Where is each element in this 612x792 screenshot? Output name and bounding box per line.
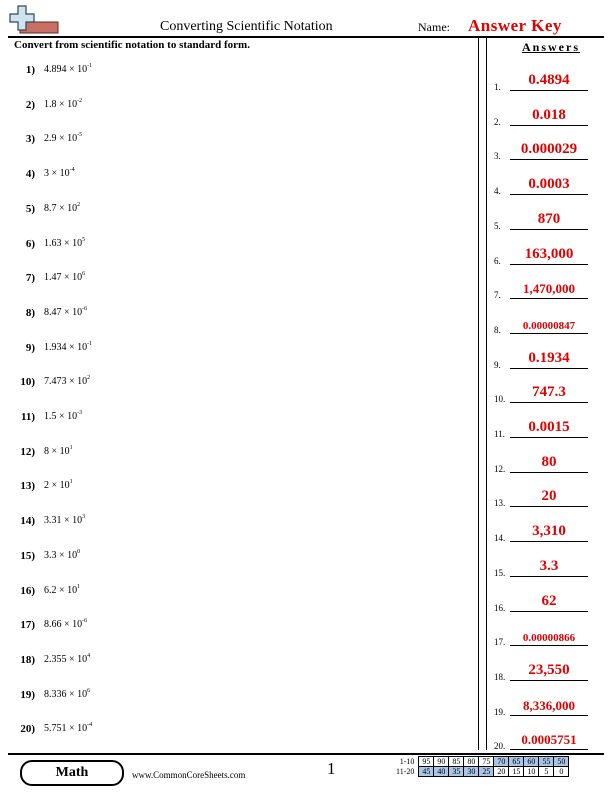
question-number: 9): [25, 341, 35, 354]
coefficient: 8.47 × 10: [44, 306, 83, 318]
coefficient: 8 × 10: [44, 445, 70, 457]
answer-item: [494, 521, 598, 543]
exponent: 3: [82, 514, 86, 521]
exponent: 6: [87, 687, 91, 694]
site-url: www.CommonCoreSheets.com: [132, 770, 246, 780]
exponent: 4: [87, 652, 91, 659]
page-title: Converting Scientific Notation: [160, 19, 333, 34]
score-cell: 30: [464, 767, 479, 777]
question-number: 11): [20, 411, 35, 423]
exponent: 1: [69, 479, 73, 486]
answer-number: 4.: [494, 186, 501, 197]
score-cell: 65: [509, 757, 524, 767]
coefficient: 8.336 × 10: [44, 688, 88, 700]
answer-line: [510, 229, 588, 230]
answer-item: [494, 313, 598, 335]
score-cell: 5: [539, 767, 554, 777]
coefficient: 3.3 × 10: [44, 549, 78, 561]
question-number: 16): [20, 584, 35, 597]
score-cell: 90: [434, 757, 449, 767]
answer-line: [510, 402, 588, 403]
answer-number: 9.: [494, 359, 501, 370]
question-number: 17): [20, 619, 35, 632]
answer-item: [494, 105, 598, 127]
question-expression: [44, 689, 90, 700]
exponent: -4: [69, 167, 75, 174]
answer-item: [494, 348, 598, 370]
plus-sign-icon: [8, 4, 60, 34]
coefficient: 1.63 × 10: [44, 237, 83, 249]
column-divider: [478, 38, 479, 750]
subject-badge: Math: [20, 760, 124, 786]
answer-value: 20: [541, 488, 557, 505]
coefficient: 1.8 × 10: [44, 98, 78, 110]
score-cell: 20: [494, 767, 509, 777]
question-number: 18): [20, 653, 35, 666]
exponent: -1: [87, 340, 93, 347]
answer-item: [494, 452, 598, 474]
score-cell: 40: [434, 767, 449, 777]
question-expression: [44, 133, 82, 144]
question-expression: [44, 238, 85, 249]
answer-item: [494, 729, 598, 751]
answer-item: [494, 625, 598, 647]
coefficient: 5.751 × 10: [44, 723, 88, 735]
score-cell: 75: [479, 757, 494, 767]
answer-line: [510, 159, 588, 160]
exponent: 6: [82, 271, 86, 278]
question-number: 10): [20, 376, 35, 389]
answer-item: [494, 244, 598, 266]
answer-number: 8.: [494, 324, 501, 335]
question-number: 7): [25, 272, 35, 285]
question-number: 20): [20, 723, 35, 736]
score-table: [396, 756, 569, 777]
answer-line: [510, 680, 588, 681]
score-row: [396, 757, 569, 767]
coefficient: 6.2 × 10: [44, 584, 78, 596]
answer-value: 870: [537, 210, 561, 227]
answer-value: 0.00000847: [522, 319, 576, 332]
answer-value: 0.0005751: [521, 732, 577, 748]
answer-number: 17.: [494, 637, 506, 648]
coefficient: 7.473 × 10: [44, 376, 88, 388]
question-number: 4): [25, 168, 35, 181]
question-expression: [44, 619, 87, 630]
answer-line: [510, 298, 588, 299]
answer-number: 16.: [494, 602, 506, 613]
answer-number: 1.: [494, 82, 501, 92]
score-cell: 70: [494, 757, 509, 767]
question-expression: [44, 376, 90, 387]
exponent: 0: [77, 548, 81, 555]
question-expression: [44, 203, 80, 214]
answer-key-label: Answer Key: [468, 16, 562, 35]
coefficient: 2.9 × 10: [44, 133, 78, 145]
question-number: 2): [25, 98, 35, 111]
answer-line: [510, 749, 588, 750]
column-divider: [486, 38, 487, 750]
answer-line: [510, 437, 588, 438]
answer-item: [494, 695, 598, 717]
score-cell: 55: [539, 757, 554, 767]
answer-number: 18.: [494, 671, 506, 682]
question-expression: [44, 585, 80, 596]
coefficient: 3 × 10: [44, 168, 70, 180]
answer-number: 19.: [494, 706, 506, 717]
exponent: 1: [69, 444, 73, 451]
score-cell: 60: [524, 757, 539, 767]
question-expression: [44, 411, 82, 422]
footer-divider: [8, 753, 604, 755]
header-divider: [8, 36, 604, 38]
question-number: 13): [20, 480, 35, 493]
coefficient: 1.934 × 10: [44, 341, 88, 353]
coefficient: 2 × 10: [44, 480, 70, 492]
answer-value: 0.4894: [528, 72, 570, 88]
coefficient: 4.894 × 10: [44, 64, 88, 75]
question-expression: [44, 654, 90, 665]
answer-line: [510, 264, 588, 265]
score-row-label: 11-20: [396, 767, 415, 776]
answer-line: [510, 611, 588, 612]
score-cell: 85: [449, 757, 464, 767]
exponent: -5: [77, 132, 83, 139]
answer-line: [510, 541, 588, 542]
answer-value: 0.0015: [528, 419, 570, 435]
question-expression: [44, 342, 92, 353]
answer-item: [494, 278, 598, 300]
score-cell: 95: [419, 757, 434, 767]
answer-number: 7.: [494, 290, 501, 301]
answer-line: [510, 333, 588, 334]
answers-heading: Answers: [522, 40, 580, 54]
answer-value: 0.1934: [528, 349, 570, 366]
answer-number: 13.: [494, 498, 506, 509]
question-number: 8): [25, 306, 35, 319]
answer-item: [494, 417, 598, 439]
exponent: 1: [77, 583, 81, 590]
answer-value: 747.3: [532, 384, 566, 401]
instructions: Convert from scientific notation to standard form.: [14, 39, 250, 51]
answer-item: [494, 591, 598, 613]
answer-item: [494, 70, 598, 92]
answer-value: 0.0003: [528, 176, 570, 193]
answer-line: [510, 472, 588, 473]
answer-value: 1,470,000: [523, 281, 575, 297]
coefficient: 1.47 × 10: [44, 272, 83, 284]
answer-value: 3.3: [539, 557, 559, 574]
question-expression: [44, 99, 82, 110]
coefficient: 8.7 × 10: [44, 202, 78, 214]
answer-item: [494, 209, 598, 231]
score-cell: 50: [554, 757, 569, 767]
question-expression: [44, 446, 73, 457]
question-expression: [44, 515, 85, 526]
exponent: -3: [77, 410, 83, 416]
question-number: 5): [25, 202, 35, 215]
question-number: 6): [25, 237, 35, 250]
answer-number: 10.: [494, 394, 506, 405]
question-number: 14): [20, 515, 35, 528]
answer-value: 62: [541, 592, 557, 609]
exponent: -2: [77, 97, 83, 104]
question-number: 19): [20, 688, 35, 701]
score-cell: 15: [509, 767, 524, 777]
answer-line: [510, 576, 588, 577]
question-number: 3): [25, 133, 35, 146]
question-expression: [44, 723, 92, 734]
exponent: 2: [87, 375, 91, 382]
answer-line: [510, 194, 588, 195]
score-cell: 35: [449, 767, 464, 777]
answer-number: 2.: [494, 116, 501, 127]
name-label: Name:: [418, 20, 450, 34]
answer-item: [494, 486, 598, 508]
exponent: -6: [82, 305, 88, 312]
exponent: -6: [82, 618, 88, 625]
answer-value: 0.00000866: [522, 632, 576, 645]
score-row-label: 1-10: [399, 757, 415, 766]
answer-value: 0.000029: [520, 141, 578, 158]
answer-value: 8,336,000: [523, 697, 575, 713]
answer-value: 80: [541, 453, 557, 470]
score-cell: 0: [554, 767, 569, 777]
coefficient: 1.5 × 10: [44, 411, 78, 422]
answer-number: 20.: [494, 741, 506, 752]
answer-item: [494, 174, 598, 196]
answer-line: [510, 90, 588, 91]
answer-number: 14.: [494, 533, 506, 544]
question-number: 1): [25, 64, 35, 76]
answer-line: [510, 368, 588, 369]
answer-item: [494, 556, 598, 578]
answer-number: 5.: [494, 220, 501, 231]
answer-value: 3,310: [532, 523, 566, 540]
question-expression: [44, 550, 80, 561]
answer-number: 3.: [494, 151, 501, 162]
answer-number: 12.: [494, 463, 506, 474]
exponent: 5: [82, 236, 86, 243]
score-cell: 80: [464, 757, 479, 767]
answer-number: 15.: [494, 567, 506, 578]
page-number: 1: [327, 759, 336, 778]
question-number: 12): [20, 445, 35, 458]
answer-line: [510, 125, 588, 126]
question-expression: [44, 307, 87, 318]
score-cell: 25: [479, 767, 494, 777]
exponent: 2: [77, 201, 81, 208]
coefficient: 3.31 × 10: [44, 515, 83, 527]
answer-item: [494, 382, 598, 404]
answer-line: [510, 645, 588, 646]
answer-line: [510, 715, 588, 716]
question-expression: [44, 168, 75, 179]
answer-item: [494, 660, 598, 682]
coefficient: 2.355 × 10: [44, 653, 88, 665]
score-cell: 45: [419, 767, 434, 777]
exponent: -4: [87, 722, 93, 729]
answer-value: 0.018: [532, 106, 566, 123]
answer-number: 6.: [494, 255, 501, 266]
answer-line: [510, 506, 588, 507]
coefficient: 8.66 × 10: [44, 619, 83, 631]
answer-number: 11.: [494, 429, 505, 439]
answer-value: 163,000: [524, 245, 574, 262]
score-cell: 10: [524, 767, 539, 777]
question-expression: [44, 64, 92, 75]
answer-value: 23,550: [528, 661, 570, 678]
score-row: [396, 767, 569, 777]
answer-item: [494, 139, 598, 161]
exponent: -1: [87, 63, 93, 69]
question-number: 15): [20, 549, 35, 562]
question-expression: [44, 480, 73, 491]
question-expression: [44, 272, 85, 283]
